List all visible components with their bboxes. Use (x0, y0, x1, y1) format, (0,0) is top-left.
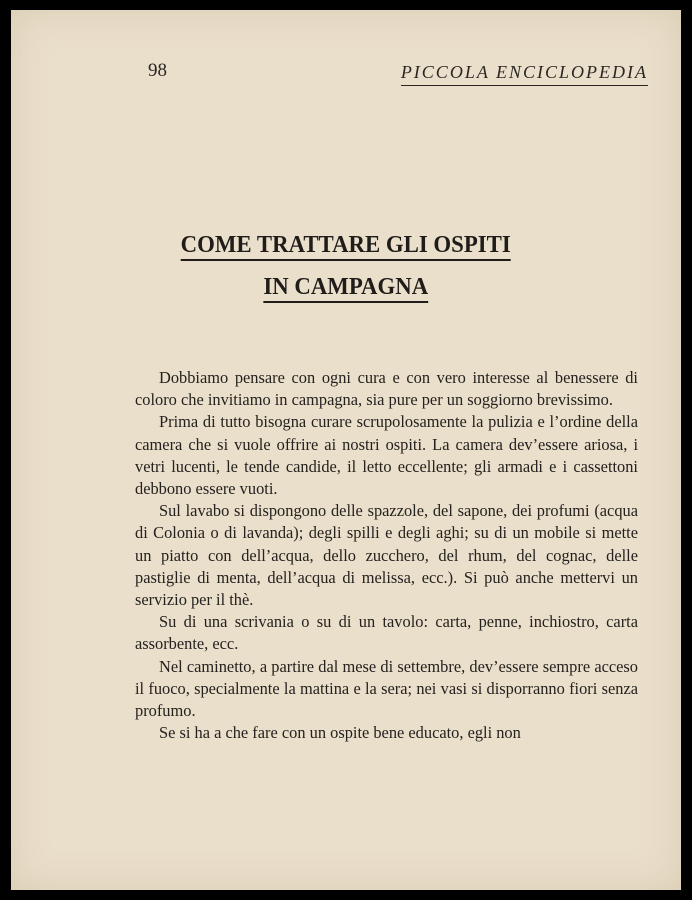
running-head-title: PICCOLA ENCICLOPEDIA (401, 62, 648, 86)
page-number: 98 (148, 60, 167, 81)
book-page (11, 10, 681, 890)
paragraph: Se si ha a che fare con un ospite bene educato, egli non (159, 723, 521, 743)
article-body (135, 367, 638, 744)
paragraph: Prima di tutto bisogna curare scrupolosamente la pulizia e l’ordine della camera che si vuole offrire ai nostri ospiti. La camera dev’essere ariosa, i vetri lucenti, le tende candide, il letto eccellente; gli armadi e i cassettoni debbono essere vuoti. (135, 412, 638, 499)
paragraph: Nel caminetto, a partire dal mese di settembre, dev’essere sempre acceso il fuoco, specialmente la mattina e la sera; nei vasi si disporranno fiori senza profumo. (135, 656, 638, 721)
title-line-1: COME TRATTARE GLI OSPITI (180, 232, 512, 258)
article-title (11, 224, 681, 308)
paragraph: Sul lavabo si dispongono delle spazzole, del sapone, dei profumi (acqua di Colonia o di lavanda); degli spilli e degli aghi; su di un mobile si mette un piatto con dell’acqua, dello zucchero, del rhum, del cognac, delle pastiglie di menta, dell’acqua di melissa, ecc.). Si può anche mettervi un servizio per il thè. (135, 501, 638, 610)
paragraph: Su di una scrivania o su di un tavolo: carta, penne, inchiostro, carta assorbente, ecc. (135, 612, 638, 654)
title-line-2: IN CAMPAGNA (263, 274, 429, 300)
paragraph: Dobbiamo pensare con ogni cura e con vero interesse al benessere di coloro che invitiamo in campagna, sia pure per un soggiorno brevissimo. (135, 368, 638, 410)
